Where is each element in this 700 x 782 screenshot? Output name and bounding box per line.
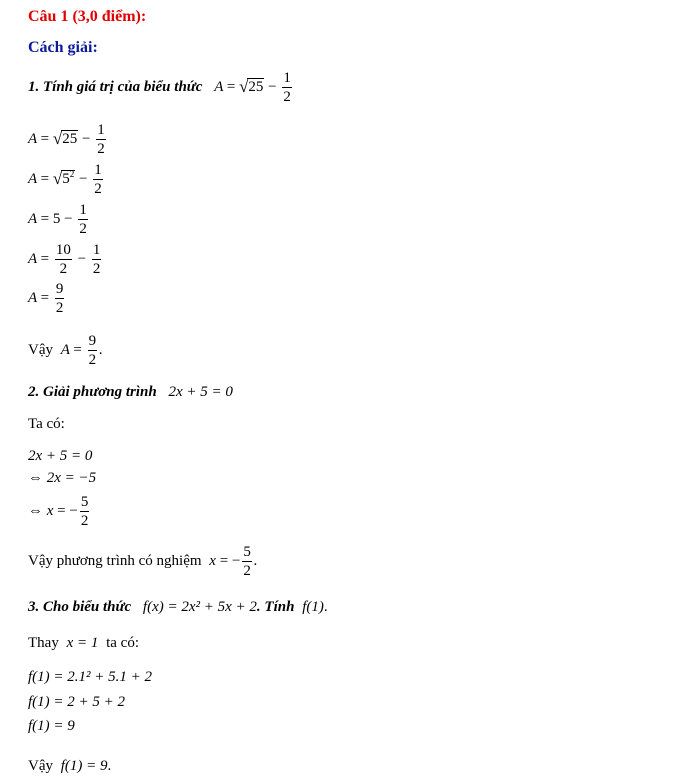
part3-ask: Tính bbox=[264, 599, 295, 615]
part1-heading-row bbox=[28, 70, 294, 105]
part3-target: f(1) bbox=[302, 599, 324, 615]
part3-heading: 3. Cho biểu thức bbox=[28, 599, 132, 615]
part2-equation: 2x + 5 = 0 bbox=[168, 384, 233, 400]
part2-heading: 2. Giải phương trình bbox=[28, 384, 157, 400]
part3-heading-row: 3. Cho biểu thức f(x) = 2x² + 5x + 2. Tính f(1). bbox=[28, 599, 328, 615]
part1-step-4: A = $\frac{10}{2}$ − $\frac{1}{2}$ bbox=[28, 242, 101, 277]
part1-step-2: $A = √5^2$ − $\frac{1}{2}$ bbox=[28, 162, 102, 197]
part3-step-3: f(1) = 9 bbox=[28, 718, 75, 734]
part3-step-1: f(1) = 2.1² + 5.1 + 2 bbox=[28, 669, 153, 685]
part3-intro: Thay x = 1 ta có: bbox=[28, 635, 140, 651]
part1-step-1: A = √25 − $\frac{1}{2}$ bbox=[28, 122, 105, 157]
part2-step-2: ⇔ 2x = −5 bbox=[28, 470, 97, 486]
part1-step-3: A = 5 − $\frac{1}{2}$ bbox=[28, 202, 87, 237]
part2-conclusion: Vậy phương trình có nghiệm x = − $\frac{5}{2}$ . bbox=[28, 544, 258, 579]
part1-step-5: A = $\frac{9}{2}$ bbox=[28, 281, 64, 316]
part1-expression: A = √25 − $\frac{1}{2}$ bbox=[214, 70, 291, 105]
part1-conclusion: Vậy A = $\frac{9}{2}$ . bbox=[28, 333, 103, 368]
part2-heading-row bbox=[28, 385, 233, 400]
solution-label: Cách giải: bbox=[28, 39, 98, 56]
part3-step-2: f(1) = 2 + 5 + 2 bbox=[28, 694, 126, 710]
part3-expression: f(x) = 2x² + 5x + 2 bbox=[142, 599, 257, 615]
question-title: Câu 1 (3,0 điểm): bbox=[28, 8, 147, 25]
part1-heading: 1. Tính giá trị của biểu thức bbox=[28, 78, 203, 95]
part2-step-3: ⇔ x = − $\frac{5}{2}$ bbox=[28, 494, 89, 529]
part2-intro: Ta có: bbox=[28, 416, 65, 432]
part3-conclusion: Vậy f(1) = 9. bbox=[28, 758, 112, 774]
part2-step-1: 2x + 5 = 0 bbox=[28, 448, 93, 464]
